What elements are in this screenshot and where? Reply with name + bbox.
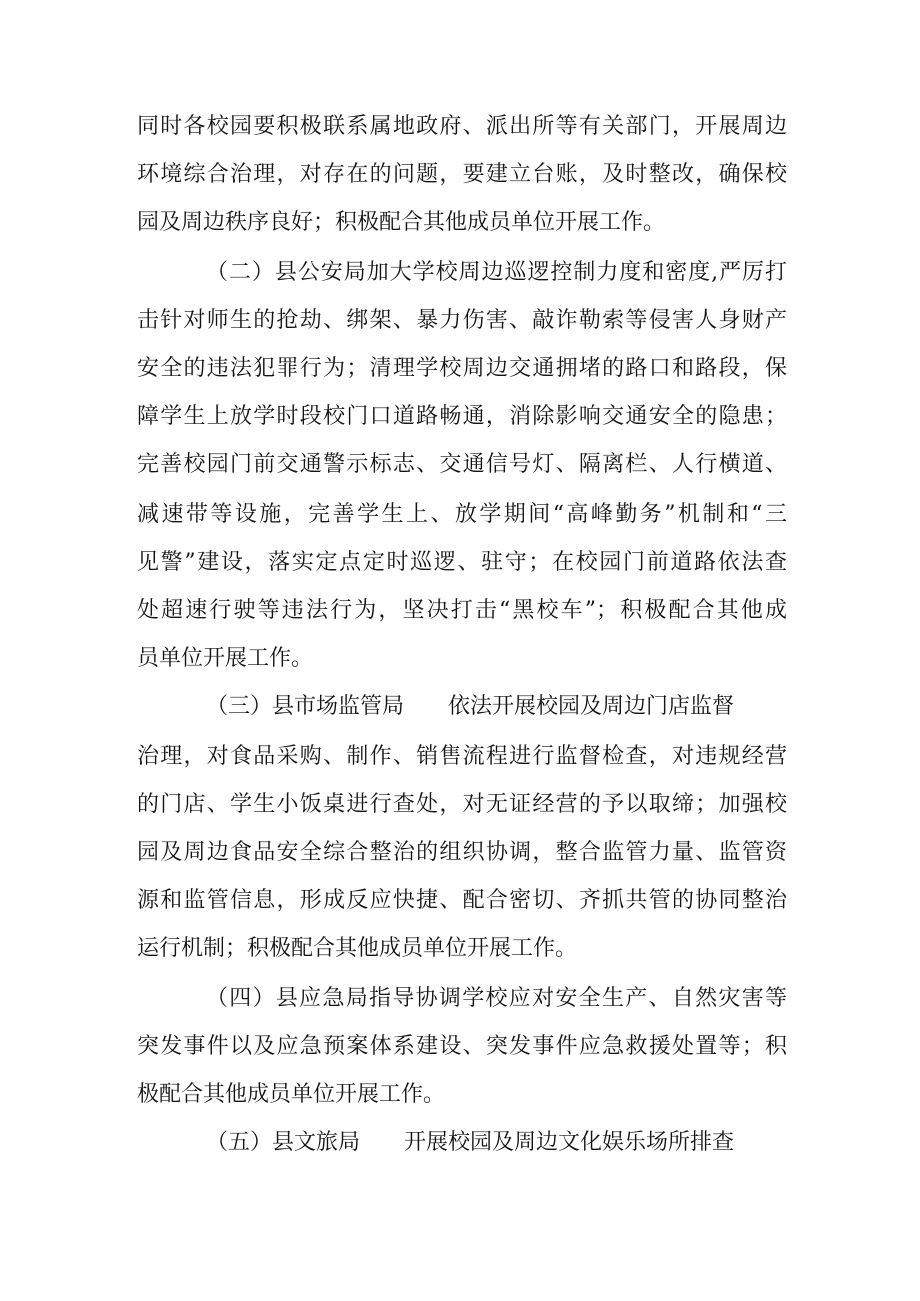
paragraph-1-line-3: 园及周边秩序良好；积极配合其他成员单位开展工作。: [137, 210, 666, 235]
paragraph-2-line-3: 安全的违法犯罪行为；清理学校周边交通拥堵的路口和路段，保: [137, 356, 787, 381]
paragraph-2-line-1: （二）县公安局加大学校周边巡逻控制力度和密度,严厉打: [206, 260, 787, 285]
paragraph-3-line-3: 的门店、学生小饭桌进行查处，对无证经营的予以取缔；加强校: [137, 792, 787, 817]
paragraph-4-line-2: 突发事件以及应急预案体系建设、突发事件应急救援处置等；积: [137, 1034, 787, 1059]
paragraph-3-line-5: 源和监管信息，形成反应快捷、配合密切、齐抓共管的协同整治: [137, 888, 787, 913]
paragraph-3-line-4: 园及周边食品安全综合整治的组织协调，整合监管力量、监管资: [137, 840, 787, 865]
paragraph-5-line-1: （五）县文旅局 开展校园及周边文化娱乐场所排查: [206, 1130, 735, 1155]
paragraph-3-line-2: 治理，对食品采购、制作、销售流程进行监督检查，对违规经营: [137, 744, 787, 769]
paragraph-3-line-6: 运行机制；积极配合其他成员单位开展工作。: [137, 936, 578, 961]
paragraph-2-line-6: 减速带等设施，完善学生上、放学期间“高峰勤务”机制和“三: [137, 502, 787, 527]
paragraph-2-line-9: 员单位开展工作。: [137, 646, 314, 671]
paragraph-2-line-8: 处超速行驶等违法行为，坚决打击“黑校车”；积极配合其他成: [137, 598, 787, 623]
paragraph-2-line-4: 障学生上放学时段校门口道路畅通，消除影响交通安全的隐患；: [137, 404, 787, 429]
paragraph-4-line-1: （四）县应急局指导协调学校应对安全生产、自然灾害等: [206, 986, 787, 1011]
paragraph-2-line-2: 击针对师生的抢劫、绑架、暴力伤害、敲诈勒索等侵害人身财产: [137, 308, 787, 333]
paragraph-1-line-1: 同时各校园要积极联系属地政府、派出所等有关部门，开展周边: [137, 114, 787, 139]
paragraph-1-line-2: 环境综合治理，对存在的问题，要建立台账，及时整改，确保校: [137, 162, 787, 187]
paragraph-2-line-7: 见警”建设，落实定点定时巡逻、驻守；在校园门前道路依法查: [137, 550, 787, 575]
paragraph-3-line-1: （三）县市场监管局 依法开展校园及周边门店监督: [206, 694, 735, 719]
paragraph-2-line-5: 完善校园门前交通警示标志、交通信号灯、隔离栏、人行横道、: [137, 452, 787, 477]
paragraph-4-line-3: 极配合其他成员单位开展工作。: [137, 1082, 446, 1107]
